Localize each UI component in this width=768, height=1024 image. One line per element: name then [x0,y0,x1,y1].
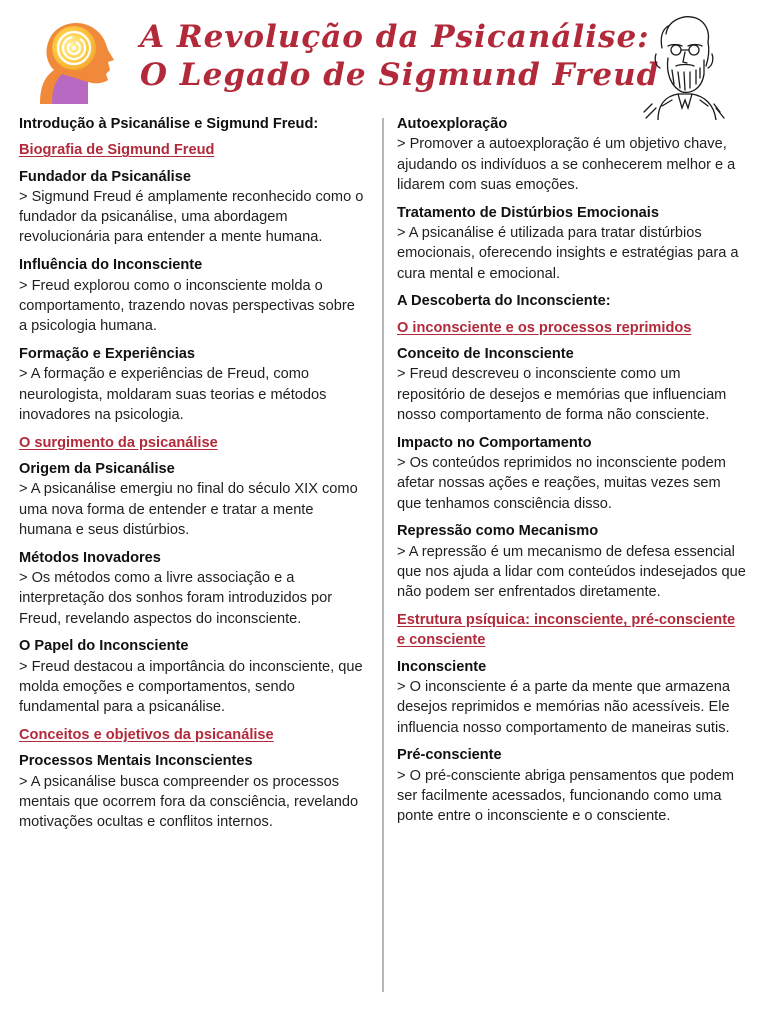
block-tratamento [397,203,747,284]
block-text: > Freud destacou a importância do inconsciente, que molda emoções e comportamentos, sendo fundamental para a psicanálise. [19,658,363,716]
block-heading: Processos Mentais Inconscientes [19,753,253,770]
block-influencia [19,255,364,336]
block-text: > Os métodos como a livre associação e a interpretação dos sonhos foram introduzidos por Freud, revelando aspectos do inconsciente. [19,569,333,627]
block-text: > Freud descreveu o inconsciente como um repositório de desejos e memórias que influenciam nosso comportamento de forma não consciente. [397,366,727,423]
block-inconsciente [397,657,747,738]
section-link-estrutura[interactable]: Estrutura psíquica: inconsciente, pré-consciente e consciente [397,612,736,649]
block-heading: Autoexploração [397,116,508,132]
block-heading: Métodos Inovadores [19,549,161,566]
block-heading: Inconsciente [397,658,487,675]
block-text: > Os conteúdos reprimidos no inconsciente podem afetar nossas ações e reações, muitas vezes sem que tenhamos consciência disso. [397,454,726,512]
left-intro-heading: Introdução à Psicanálise e Sigmund Freud: [19,116,319,132]
block-repressao [397,521,747,602]
block-text: > A repressão é um mecanismo de defesa essencial que nos ajuda a lidar com conteúdos indesejados que não podem ser enfrentados diretamente. [397,543,746,601]
block-heading: Impacto no Comportamento [397,434,592,451]
block-origem [19,459,364,540]
block-processos [19,751,364,832]
block-heading: Origem da Psicanálise [19,460,175,477]
section-link-inconsciente[interactable]: O inconsciente e os processos reprimidos [397,319,692,336]
column-divider [382,118,384,992]
block-formacao [19,344,364,425]
right-column [397,114,747,834]
block-text: > A psicanálise busca compreender os processos mentais que ocorrem fora da consciência, revelando motivações ocultas e conflitos internos. [19,773,359,831]
left-column [19,114,364,840]
block-heading: Tratamento de Distúrbios Emocionais [397,204,659,221]
section-link-conceitos[interactable]: Conceitos e objetivos da psicanálise [19,727,274,744]
block-preconsciente [397,745,747,826]
block-impacto [397,433,747,514]
block-text: > O pré-consciente abriga pensamentos que podem ser facilmente acessados, funcionando como uma ponte entre o inconsciente e o consciente. [397,767,735,825]
block-heading: Repressão como Mecanismo [397,523,599,540]
section-link-biografia[interactable]: Biografia de Sigmund Freud [19,142,215,159]
block-autoexploracao [397,114,747,195]
title-line-1: A Revolução da Psicanálise: [140,19,650,55]
section-link-surgimento[interactable]: O surgimento da psicanálise [19,434,218,451]
block-text: > A formação e experiências de Freud, como neurologista, moldaram suas teorias e métodos inovadores na psicologia. [19,366,327,423]
block-heading: Conceito de Inconsciente [397,345,574,362]
block-heading: Pré-consciente [397,747,502,764]
title-line-2: O Legado de Sigmund Freud [140,57,660,93]
block-text: > A psicanálise é utilizada para tratar distúrbios emocionais, oferecendo insights e estratégias para a cura mental e emocional. [397,224,739,282]
block-text: > Promover a autoexploração é um objetivo chave, ajudando os indivíduos a se conhecerem melhor e a lidarem com suas emoções. [397,136,736,193]
head-with-maze-icon [30,14,124,106]
block-text: > A psicanálise emergiu no final do século XIX como uma nova forma de entender e tratar a mente humana e seus distúrbios. [19,481,358,538]
right-intro-heading: A Descoberta do Inconsciente: [397,293,611,310]
page-header [0,0,768,118]
block-text: > O inconsciente é a parte da mente que armazena desejos reprimidos e memórias não acessíveis. Ele influencia nosso comportamento de maneiras sutis. [397,678,731,736]
block-heading: Fundador da Psicanálise [19,168,191,185]
block-heading: Influência do Inconsciente [19,257,203,274]
block-text: > Sigmund Freud é amplamente reconhecido como o fundador da psicanálise, uma abordagem revolucionária para entender a mente humana. [19,188,364,246]
freud-portrait [638,8,730,120]
block-heading: Formação e Experiências [19,345,196,362]
block-heading: O Papel do Inconsciente [19,638,189,655]
block-text: > Freud explorou como o inconsciente molda o comportamento, trazendo novas perspectivas sobre a psicologia humana. [19,277,355,335]
block-metodos [19,548,364,629]
block-conceito [397,344,747,425]
title [140,18,660,94]
block-papel [19,636,364,717]
block-fundador [19,167,364,248]
